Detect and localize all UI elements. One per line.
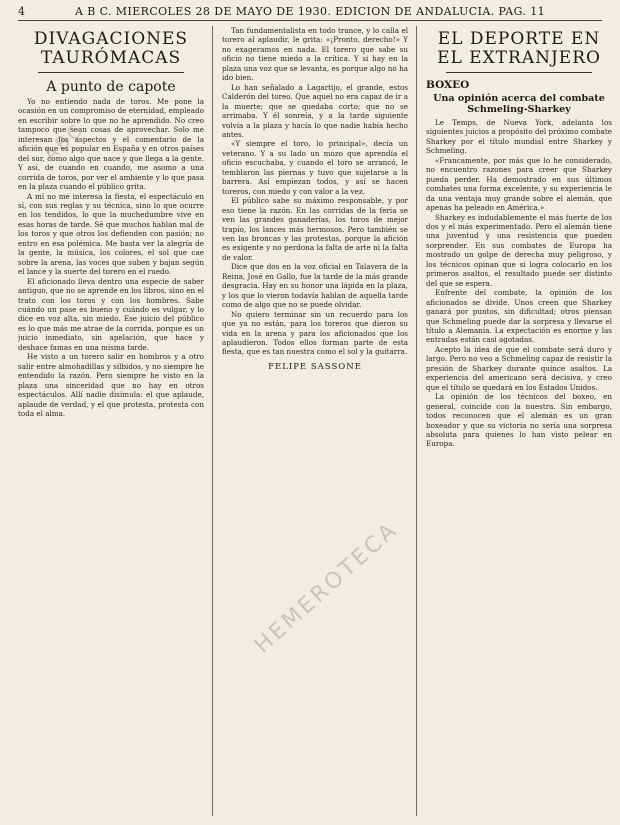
paragraph: La opinión de los técnicos del boxeo, en general, coincide con la nuestra. Sin embargo, todos reconocen que el alemán es un gran boxeador y que su victoria no sería una sorpresa absoluta para quienes lo han visto pelear en Europa. bbox=[426, 392, 612, 449]
article-title-deporte: EL DEPORTE EN EL EXTRANJERO bbox=[437, 29, 601, 68]
article-subtitle-boxeo: Una opinión acerca del combate Schmeling-Sharkey bbox=[433, 93, 605, 115]
header-rule bbox=[18, 20, 602, 21]
paragraph: Lo han señalado a Lagartijo, el grande, estos Calderón del toreo. Que aquel no era capaz de ir a la muerte; que se quedaba corto; que no se arrimaba. Y él sonreía, y a la tarde siguiente volvía a la plaza y hacía lo que nadie había hecho antes. bbox=[222, 82, 408, 139]
paragraph: Sharkey es indudablemente el más fuerte de los dos y el más experimentado. Pero el alemán tiene una juventud y una resistencia que pueden sorprender. En sus combates de Europa ha mostrado un golpe de derecha muy peligroso, y los técnicos opinan que si logra colocarlo en los primeros asaltos, el resultado puede ser distinto del que se espera. bbox=[426, 212, 612, 288]
page-folio: 4 bbox=[18, 5, 26, 18]
title-rule bbox=[446, 72, 592, 73]
article-body-boxeo bbox=[426, 118, 612, 449]
article-title-divagaciones: DIVAGACIONES TAURÓMACAS bbox=[33, 29, 189, 68]
paragraph: Enfrente del combate, la opinión de los aficionados se divide. Unos creen que Sharkey ganará por puntos, sin dificultad; otros piensan que Schmeling puede dar la sorpresa y llevarse el título a Alemania. La expectación es enorme y las entradas están casi agotadas. bbox=[426, 288, 612, 345]
section-label-boxeo: BOXEO bbox=[426, 79, 470, 91]
column-divagaciones bbox=[18, 26, 204, 418]
paragraph: He visto a un torero salir en hombros y a otro salir entre almohadillas y silbidos, y no siempre he entendido la razón. Pero siempre he visto en la plaza una sinceridad que no hay en otros espectáculos. Allí nadie disimula: el que aplaude, aplaude de verdad, y el que protesta, protesta con toda el alma. bbox=[18, 352, 204, 418]
paragraph: «Francamente, por más que lo he considerado, no encuentro razones para creer que Sharkey pueda perder. Ha demostrado en sus últimos combates una forma excelente, y su experiencia le da una ventaja muy grande sobre el alemán, que apenas ha peleado en América.» bbox=[426, 155, 612, 213]
watermark-hemeroteca: HEMEROTECA bbox=[250, 517, 404, 659]
paragraph: Acepto la idea de que el combate será duro y largo. Pero no veo a Schmeling capaz de resistir la presión de Sharkey durante quince asaltos. La experiencia del americano será decisiva, y creo que el título se quedará en los Estados Unidos. bbox=[426, 344, 612, 392]
title-rule bbox=[38, 72, 184, 73]
watermark-abc: ABC bbox=[40, 119, 89, 166]
paragraph: No quiero terminar sin un recuerdo para los que ya no están, para los toreros que dieron su vida en la arena y para los aficionados que los aplaudieron. Todos ellos forman parte de esta fiesta, que es tan nuestra como el sol y la guitarra. bbox=[222, 309, 408, 357]
column-divagaciones-continued bbox=[222, 26, 408, 372]
paragraph: «Y siempre el toro, lo principal», decía un veterano. Y a su lado un mozo que aprendía el oficio escuchaba, y cuando el toro se arrancó, le temblaron las piernas y tuvo que sujetarse a la barrera. Así empiezan todos, y así se hacen toreros, con miedo y con valor a la vez. bbox=[222, 139, 408, 196]
page-header bbox=[0, 4, 620, 20]
paragraph: Yo no entiendo nada de toros. Me pone la ocasión en un compromiso de eternidad, empleado en escribir sobre lo que no he aprendido. No creo tampoco que sean cosas de aprovechar. Solo me interesan los aspectos y el comentario de la afición que es popular en España y en otros países del sur, como algo que nace y que llega a la gente. Y así, de cuando en cuando, me asomo a una corrida de toros, por ver el ambiente y lo que pasa en la plaza cuando el público grita. bbox=[18, 97, 204, 192]
paragraph: El aficionado lleva dentro una especie de saber antiguo, que no se aprende en los libros, sino en el trato con los toros y con los hombres. Sabe cuándo un pase es bueno y cuándo es vulgar, y lo dice en voz alta, sin miedo. Ese juicio del público es lo que más me atrae de la corrida, porque es un juicio inmediato, sin apelación, que hace y deshace famas en una misma tarde. bbox=[18, 276, 204, 352]
author-signature: FELIPE SASSONE bbox=[268, 361, 362, 372]
article-subtitle-divagaciones: A punto de capote bbox=[46, 79, 176, 95]
header-line: A B C. MIERCOLES 28 DE MAYO DE 1930. EDICION DE ANDALUCIA. PAG. 11 bbox=[74, 5, 546, 18]
paragraph: Tan fundamentalista en todo trance, y lo calla el torero al aplaudir, le grita: «¡Pronto, derecho!» Y no exageramos en nada. El torero que sabe su oficio no tiene miedo a la crítica. Y si hay en la plaza una voz que se levanta, es porque algo no ha ido bien. bbox=[222, 26, 408, 83]
article-body-continued bbox=[222, 26, 408, 357]
paragraph: El público sabe su máximo responsable, y por eso tiene la razón. En las corridas de la feria se ven las grandes ganaderías, los toros de mejor trapío, los lances más hermosos. Pero también se ven las broncas y las protestas, porque la afición es exigente y no perdona la falta de arte ni la falta de valor. bbox=[222, 196, 408, 262]
column-deporte bbox=[426, 26, 612, 449]
paragraph: A mí no me interesa la fiesta, el espectáculo en sí, con sus reglas y su técnica, sino lo que ocurre en los tendidos, lo que la muchedumbre vive en esas horas de tarde. Sé que muchos hablan mal de los toros y que otros los defienden con pasión; no entro en esa polémica. Me basta ver la alegría de la gente, la música, los colores, el sol que cae sobre la arena, las voces que suben y bajan según el lance y la suerte del torero en el ruedo. bbox=[18, 191, 204, 277]
column-rule-right bbox=[416, 26, 417, 816]
paragraph: Dice que dos en la voz oficial en Talavera de la Reina, José en Gallo, fue la tarde de la más grande desgracia. Hay en su honor una lápida en la plaza, y los que lo vieron todavía hablan de aquella tarde como de algo que no se puede olvidar. bbox=[222, 262, 408, 310]
column-rule-left bbox=[212, 26, 213, 816]
paragraph: Le Temps, de Nueva York, adelanta los siguientes juicios a propósito del próximo combate Sharkey por el título mundial entre Sharkey y Schmeling. bbox=[426, 118, 612, 156]
